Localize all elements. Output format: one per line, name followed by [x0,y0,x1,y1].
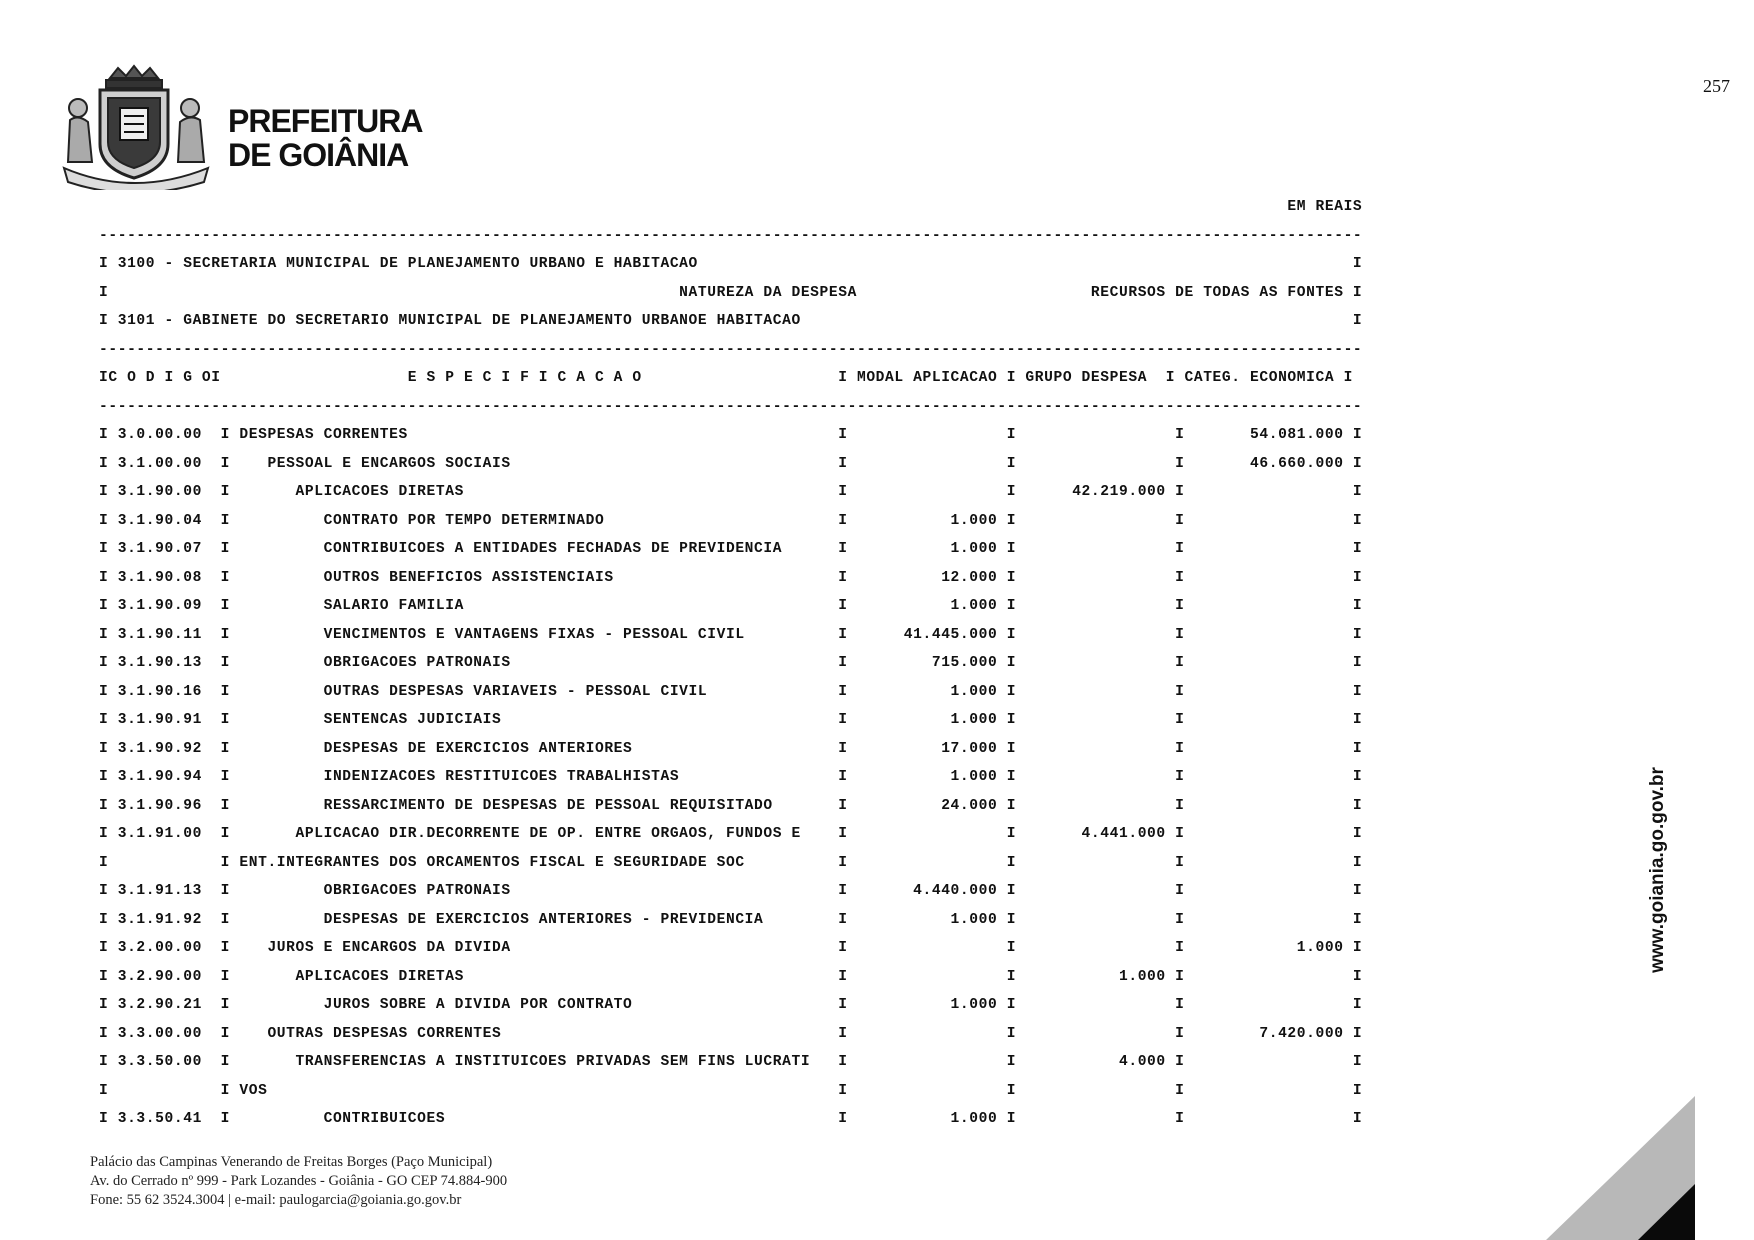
brand-line-1: PREFEITURA [228,103,423,139]
footer-line-1: Palácio das Campinas Venerando de Freitas Borges (Paço Municipal) [90,1154,493,1170]
table-row: I 3.1.90.11 I VENCIMENTOS E VANTAGENS FIXAS - PESSOAL CIVIL I 41.445.000 I I I [99,626,1363,643]
unit-org-line: I 3101 - GABINETE DO SECRETARIO MUNICIPAL DE PLANEJAMENTO URBANOE HABITACAO I [99,313,1363,329]
rule: --------------------------------------------------------------------------------------------------------------------------------------- [99,398,1363,415]
table-row: I 3.1.90.92 I DESPESAS DE EXERCICIOS ANTERIORES I 17.000 I I I [99,740,1363,757]
table-row: I 3.3.00.00 I OUTRAS DESPESAS CORRENTES I I I 7.420.000 I [99,1025,1363,1042]
table-row: I 3.2.90.00 I APLICACOES DIRETAS I I 1.000 I I [99,968,1363,985]
column-header: IC O D I G OI E S P E C I F I C A C A O I MODAL APLICACAO I GRUPO DESPESA I CATEG. ECONOMICA I [99,370,1353,386]
table-row: I 3.1.90.16 I OUTRAS DESPESAS VARIAVEIS - PESSOAL CIVIL I 1.000 I I I [99,683,1363,700]
footer-line-3: Fone: 55 62 3524.3004 | e-mail: paulogarcia@goiania.go.gov.br [90,1192,462,1208]
table-row: I 3.1.90.91 I SENTENCAS JUDICIAIS I 1.000 I I I [99,712,1363,728]
table-row: I 3.3.50.00 I TRANSFERENCIAS A INSTITUICOES PRIVADAS SEM FINS LUCRATI I I 4.000 I I [99,1054,1363,1070]
coat-of-arms-logo [58,64,218,190]
table-row: I 3.1.90.94 I INDENIZACOES RESTITUICOES TRABALHISTAS I 1.000 I I I [99,769,1363,785]
table-row: I 3.1.91.92 I DESPESAS DE EXERCICIOS ANTERIORES - PREVIDENCIA I 1.000 I I I [99,911,1363,928]
rule: --------------------------------------------------------------------------------------------------------------------------------------- [99,227,1363,244]
footer-address [90,1153,507,1210]
website-url: www.goiania.go.gov.br [1647,767,1668,973]
nature-line: I NATUREZA DA DESPESA RECURSOS DE TODAS AS FONTES I [99,284,1363,301]
footer-line-2: Av. do Cerrado nº 999 - Park Lozandes - Goiânia - GO CEP 74.884-900 [90,1173,508,1189]
table-row: I 3.0.00.00 I DESPESAS CORRENTES I I I 54.081.000 I [99,427,1363,443]
page-number: 257 [1703,76,1730,96]
budget-report [99,193,1362,1134]
table-row: I 3.2.90.21 I JUROS SOBRE A DIVIDA POR CONTRATO I 1.000 I I I [99,997,1363,1013]
table-row: I 3.1.90.07 I CONTRIBUICOES A ENTIDADES FECHADAS DE PREVIDENCIA I 1.000 I I I [99,541,1363,557]
table-row: I 3.1.00.00 I PESSOAL E ENCARGOS SOCIAIS I I I 46.660.000 I [99,455,1363,472]
rule: --------------------------------------------------------------------------------------------------------------------------------------- [99,341,1363,358]
table-row: I 3.2.00.00 I JUROS E ENCARGOS DA DIVIDA I I I 1.000 I [99,940,1363,956]
table-row: I 3.3.50.41 I CONTRIBUICOES I 1.000 I I I [99,1111,1363,1127]
table-row: I 3.1.91.00 I APLICACAO DIR.DECORRENTE DE OP. ENTRE ORGAOS, FUNDOS E I I 4.441.000 I I [99,826,1363,842]
table-row: I 3.1.90.13 I OBRIGACOES PATRONAIS I 715.000 I I I [99,655,1363,671]
table-row: I 3.1.90.96 I RESSARCIMENTO DE DESPESAS DE PESSOAL REQUISITADO I 24.000 I I I [99,797,1363,814]
corner-decoration [1546,1096,1695,1240]
table-row: I 3.1.90.04 I CONTRATO POR TEMPO DETERMINADO I 1.000 I I I [99,512,1363,529]
table-row: I 3.1.90.08 I OUTROS BENEFICIOS ASSISTENCIAIS I 12.000 I I I [99,569,1363,586]
table-row-continuation: I I VOS I I I I [99,1082,1363,1099]
brand-line-2: DE GOIÂNIA [228,137,409,173]
table-row-continuation: I I ENT.INTEGRANTES DOS ORCAMENTOS FISCAL E SEGURIDADE SOC I I I I [99,854,1363,871]
org-line: I 3100 - SECRETARIA MUNICIPAL DE PLANEJAMENTO URBANO E HABITACAO I [99,256,1363,272]
table-row: I 3.1.91.13 I OBRIGACOES PATRONAIS I 4.440.000 I I I [99,883,1363,899]
table-row: I 3.1.90.00 I APLICACOES DIRETAS I I 42.219.000 I I [99,484,1363,500]
unit-label: EM REAIS [99,199,1363,215]
table-row: I 3.1.90.09 I SALARIO FAMILIA I 1.000 I I I [99,598,1363,614]
brand-wordmark [228,104,422,172]
